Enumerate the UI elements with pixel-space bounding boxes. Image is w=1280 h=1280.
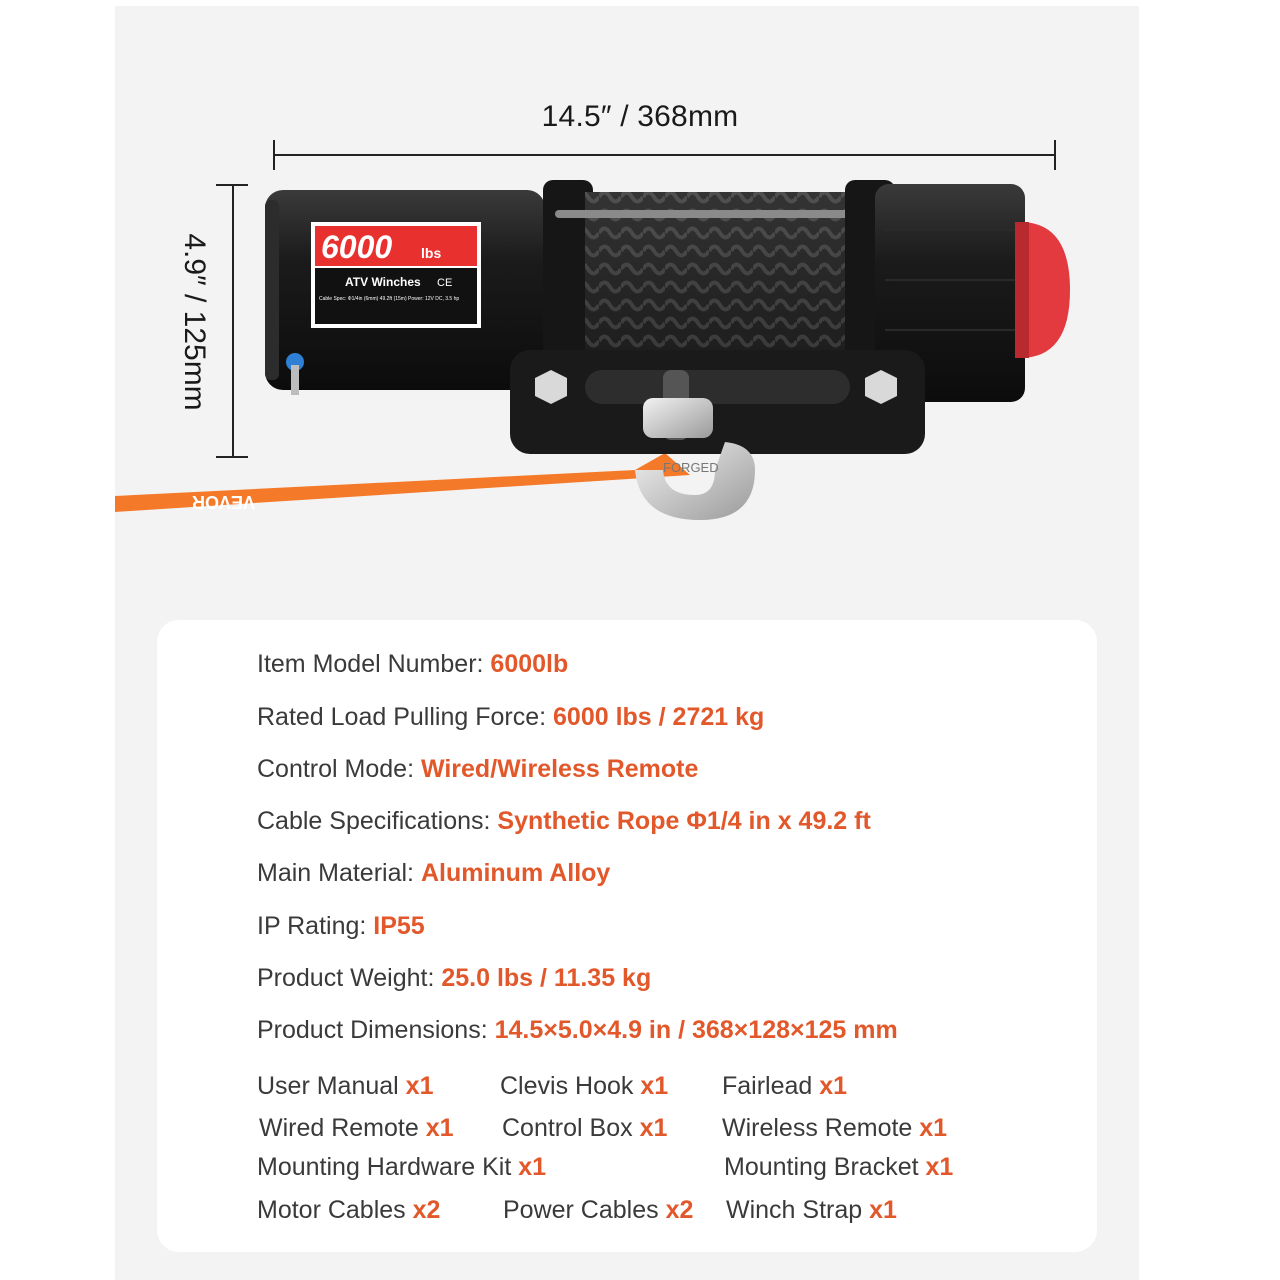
label-fine-print: Cable Spec: Φ1/4in (6mm) 49.2ft (15m) Power: 12V DC, 3.5 hp: [319, 296, 460, 302]
spec-label: Cable Specifications:: [257, 807, 498, 835]
length-dimension-tick-right: [1054, 140, 1056, 170]
accessory-clevis-hook: Clevis Hook x1: [500, 1072, 669, 1100]
strap-brand-text: VEVOR: [191, 492, 255, 512]
spec-row-cable: [257, 807, 871, 836]
spec-label: Product Dimensions:: [257, 1016, 495, 1044]
spec-value: Wired/Wireless Remote: [420, 755, 699, 783]
spec-row-weight: [257, 964, 651, 993]
label-ce-mark: CE: [437, 277, 453, 289]
length-dimension-tick-left: [273, 140, 275, 170]
winch-strap: [115, 453, 690, 512]
accessory-wired-remote: Wired Remote x1: [259, 1114, 454, 1142]
spec-label: Product Weight:: [257, 964, 442, 992]
spec-value: 6000 lbs / 2721 kg: [553, 703, 765, 731]
accessory-motor-cables: Motor Cables x2: [257, 1196, 441, 1224]
spec-label: IP Rating:: [257, 912, 374, 940]
winch-product-image: [115, 170, 1075, 540]
spec-value: 25.0 lbs / 11.35 kg: [441, 964, 652, 992]
product-label: [311, 222, 481, 328]
hook-forged-text: FORGED: [663, 460, 719, 475]
spec-value: Aluminum Alloy: [420, 859, 611, 887]
spec-row-model: [257, 650, 568, 679]
spec-value: 14.5×5.0×4.9 in / 368×128×125 mm: [494, 1016, 898, 1044]
accessory-control-box: Control Box x1: [502, 1114, 668, 1142]
accessory-user-manual: User Manual x1: [257, 1072, 434, 1100]
spec-label: Main Material:: [257, 859, 421, 887]
spec-value: Synthetic Rope Φ1/4 in x 49.2 ft: [497, 807, 871, 835]
label-capacity-unit: lbs: [421, 245, 442, 261]
accessory-mounting-bracket: Mounting Bracket x1: [724, 1153, 954, 1181]
spec-label: Rated Load Pulling Force:: [257, 703, 554, 731]
spec-value: IP55: [373, 912, 425, 940]
label-product-name: ATV Winches: [345, 275, 421, 289]
spec-row-material: [257, 859, 610, 888]
accessory-fairlead: Fairlead x1: [722, 1072, 848, 1100]
spec-label: Control Mode:: [257, 755, 421, 783]
length-dimension-line: [274, 154, 1056, 156]
accessory-power-cables: Power Cables x2: [503, 1196, 694, 1224]
accessory-mounting-hardware-kit: Mounting Hardware Kit x1: [257, 1153, 547, 1181]
label-capacity-number: 6000: [321, 229, 393, 265]
fairlead: [510, 350, 925, 454]
spec-label: Item Model Number:: [257, 650, 491, 678]
spec-value: 6000lb: [490, 650, 569, 678]
spec-row-load: [257, 703, 764, 732]
spec-row-control: [257, 755, 698, 784]
accessory-winch-strap: Winch Strap x1: [726, 1196, 897, 1224]
accessory-wireless-remote: Wireless Remote x1: [722, 1114, 948, 1142]
spec-row-ip: [257, 912, 425, 941]
height-dimension-label: 4.9″ / 125mm: [178, 233, 211, 411]
spec-row-dimensions: [257, 1016, 898, 1045]
length-dimension-label: 14.5″ / 368mm: [541, 100, 739, 133]
